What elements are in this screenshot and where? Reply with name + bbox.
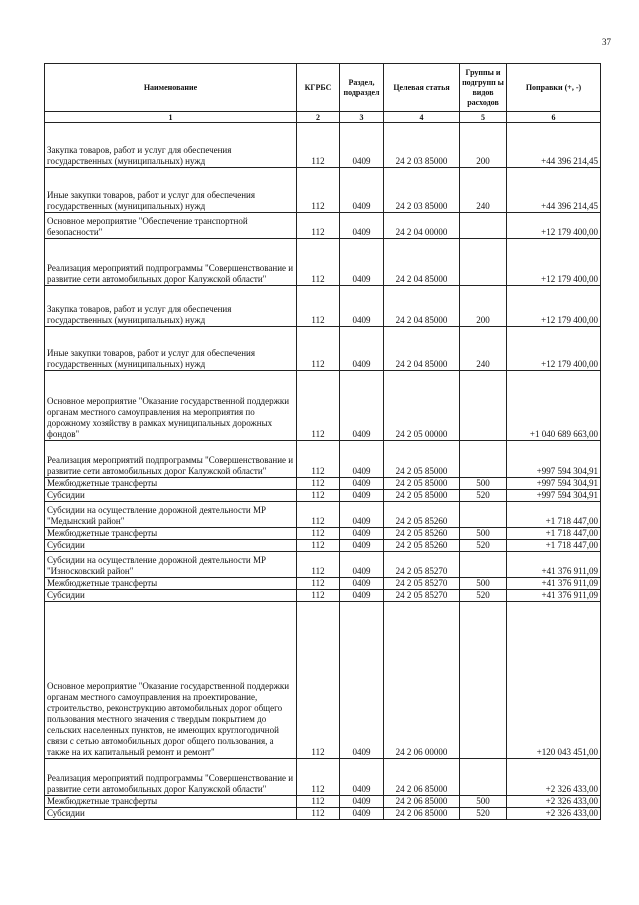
row-kgrbs: 112 xyxy=(297,808,340,820)
row-section: 0409 xyxy=(340,327,384,371)
row-group xyxy=(460,239,507,286)
row-section: 0409 xyxy=(340,578,384,590)
column-number: 2 xyxy=(297,112,340,123)
row-group: 240 xyxy=(460,327,507,371)
table-row xyxy=(45,213,601,239)
header-row xyxy=(45,64,601,112)
row-kgrbs: 112 xyxy=(297,502,340,528)
row-section: 0409 xyxy=(340,478,384,490)
row-kgrbs: 112 xyxy=(297,578,340,590)
page-number: 37 xyxy=(602,37,611,47)
row-section: 0409 xyxy=(340,286,384,327)
row-kgrbs: 112 xyxy=(297,123,340,168)
row-name: Основное мероприятие "Обеспечение транспортной безопасности" xyxy=(45,213,297,239)
row-group: 500 xyxy=(460,478,507,490)
table-row xyxy=(45,602,601,759)
table-row xyxy=(45,759,601,796)
row-group: 200 xyxy=(460,286,507,327)
row-target: 24 2 06 00000 xyxy=(384,602,460,759)
table-row xyxy=(45,590,601,602)
row-section: 0409 xyxy=(340,371,384,441)
row-section: 0409 xyxy=(340,552,384,578)
row-amount: +2 326 433,00 xyxy=(507,796,601,808)
row-target: 24 2 05 85000 xyxy=(384,490,460,502)
row-target: 24 2 05 85270 xyxy=(384,578,460,590)
column-number: 3 xyxy=(340,112,384,123)
row-target: 24 2 05 00000 xyxy=(384,371,460,441)
row-target: 24 2 03 85000 xyxy=(384,168,460,213)
row-amount: +12 179 400,00 xyxy=(507,213,601,239)
row-name: Закупка товаров, работ и услуг для обеспечения государственных (муниципальных) нужд xyxy=(45,123,297,168)
row-group: 520 xyxy=(460,808,507,820)
row-amount: +41 376 911,09 xyxy=(507,578,601,590)
table-row xyxy=(45,168,601,213)
table-row xyxy=(45,552,601,578)
row-group xyxy=(460,552,507,578)
row-target: 24 2 05 85270 xyxy=(384,552,460,578)
row-kgrbs: 112 xyxy=(297,478,340,490)
row-kgrbs: 112 xyxy=(297,213,340,239)
row-amount: +120 043 451,00 xyxy=(507,602,601,759)
header-section: Раздел, подраздел xyxy=(340,64,384,112)
row-target: 24 2 05 85260 xyxy=(384,502,460,528)
row-target: 24 2 04 85000 xyxy=(384,327,460,371)
row-name: Реализация мероприятий подпрограммы "Совершенствование и развитие сети автомобильных дорог Калужской области" xyxy=(45,441,297,478)
row-amount: +12 179 400,00 xyxy=(507,239,601,286)
row-target: 24 2 05 85270 xyxy=(384,590,460,602)
row-amount: +44 396 214,45 xyxy=(507,123,601,168)
row-name: Субсидии xyxy=(45,808,297,820)
row-amount: +44 396 214,45 xyxy=(507,168,601,213)
row-group xyxy=(460,502,507,528)
row-amount: +2 326 433,00 xyxy=(507,808,601,820)
table-row xyxy=(45,371,601,441)
row-name: Межбюджетные трансферты xyxy=(45,528,297,540)
table-row xyxy=(45,502,601,528)
row-section: 0409 xyxy=(340,239,384,286)
budget-amendments-table xyxy=(44,63,601,820)
row-target: 24 2 04 00000 xyxy=(384,213,460,239)
table-row xyxy=(45,441,601,478)
row-target: 24 2 05 85000 xyxy=(384,478,460,490)
table-row xyxy=(45,528,601,540)
row-kgrbs: 112 xyxy=(297,528,340,540)
row-name: Межбюджетные трансферты xyxy=(45,796,297,808)
column-number: 4 xyxy=(384,112,460,123)
row-amount: +1 040 689 663,00 xyxy=(507,371,601,441)
header-name: Наименование xyxy=(45,64,297,112)
row-name: Субсидии на осуществление дорожной деятельности МР "Медынский район" xyxy=(45,502,297,528)
row-group xyxy=(460,371,507,441)
table-row xyxy=(45,478,601,490)
table-row xyxy=(45,286,601,327)
row-section: 0409 xyxy=(340,123,384,168)
row-name: Межбюджетные трансферты xyxy=(45,578,297,590)
row-kgrbs: 112 xyxy=(297,168,340,213)
row-name: Иные закупки товаров, работ и услуг для обеспечения государственных (муниципальных) нужд xyxy=(45,168,297,213)
row-amount: +41 376 911,09 xyxy=(507,590,601,602)
row-kgrbs: 112 xyxy=(297,490,340,502)
row-target: 24 2 06 85000 xyxy=(384,759,460,796)
row-target: 24 2 05 85260 xyxy=(384,528,460,540)
row-name: Основное мероприятие "Оказание государственной поддержки органам местного самоуправления на мероприятия по дорожному хозяйству в рамках муниципальных дорожных фондов" xyxy=(45,371,297,441)
row-section: 0409 xyxy=(340,602,384,759)
row-section: 0409 xyxy=(340,796,384,808)
row-group xyxy=(460,441,507,478)
row-name: Реализация мероприятий подпрограммы "Совершенствование и развитие сети автомобильных дорог Калужской области" xyxy=(45,759,297,796)
row-amount: +1 718 447,00 xyxy=(507,540,601,552)
row-kgrbs: 112 xyxy=(297,759,340,796)
row-group xyxy=(460,602,507,759)
row-group: 500 xyxy=(460,578,507,590)
row-section: 0409 xyxy=(340,441,384,478)
row-group: 240 xyxy=(460,168,507,213)
row-amount: +997 594 304,91 xyxy=(507,490,601,502)
row-kgrbs: 112 xyxy=(297,540,340,552)
row-amount: +12 179 400,00 xyxy=(507,327,601,371)
row-amount: +12 179 400,00 xyxy=(507,286,601,327)
row-group: 520 xyxy=(460,590,507,602)
row-section: 0409 xyxy=(340,759,384,796)
row-group: 500 xyxy=(460,528,507,540)
row-name: Субсидии на осуществление дорожной деятельности МР "Износковский район" xyxy=(45,552,297,578)
row-section: 0409 xyxy=(340,502,384,528)
row-section: 0409 xyxy=(340,590,384,602)
row-kgrbs: 112 xyxy=(297,602,340,759)
column-number-row xyxy=(45,112,601,123)
table-row xyxy=(45,327,601,371)
table-row xyxy=(45,239,601,286)
row-name: Иные закупки товаров, работ и услуг для обеспечения государственных (муниципальных) нужд xyxy=(45,327,297,371)
row-name: Субсидии xyxy=(45,540,297,552)
row-target: 24 2 04 85000 xyxy=(384,286,460,327)
row-section: 0409 xyxy=(340,540,384,552)
row-amount: +997 594 304,91 xyxy=(507,441,601,478)
row-group: 520 xyxy=(460,540,507,552)
table-row xyxy=(45,578,601,590)
row-amount: +41 376 911,09 xyxy=(507,552,601,578)
row-kgrbs: 112 xyxy=(297,552,340,578)
row-section: 0409 xyxy=(340,528,384,540)
row-section: 0409 xyxy=(340,213,384,239)
row-amount: +2 326 433,00 xyxy=(507,759,601,796)
table-row xyxy=(45,123,601,168)
row-name: Реализация мероприятий подпрограммы "Совершенствование и развитие сети автомобильных дорог Калужской области" xyxy=(45,239,297,286)
row-kgrbs: 112 xyxy=(297,286,340,327)
header-amendments: Поправки (+, -) xyxy=(507,64,601,112)
row-name: Субсидии xyxy=(45,490,297,502)
row-group xyxy=(460,759,507,796)
row-target: 24 2 06 85000 xyxy=(384,808,460,820)
row-section: 0409 xyxy=(340,490,384,502)
row-kgrbs: 112 xyxy=(297,239,340,286)
row-section: 0409 xyxy=(340,168,384,213)
row-target: 24 2 05 85260 xyxy=(384,540,460,552)
row-name: Субсидии xyxy=(45,590,297,602)
row-group: 500 xyxy=(460,796,507,808)
row-amount: +1 718 447,00 xyxy=(507,502,601,528)
header-target: Целевая статья xyxy=(384,64,460,112)
row-name: Основное мероприятие "Оказание государственной поддержки органам местного самоуправления на проектирование, строительство, реконструкцию автомобильных дорог общего пользования местного значения с твердым покрытием до сельских населенных пунктов, не имеющих круглогодичной связи с сетью автомобильных дорог общего пользования, а также на их капитальный ремонт и ремонт" xyxy=(45,602,297,759)
table-row xyxy=(45,808,601,820)
row-group: 520 xyxy=(460,490,507,502)
column-number: 1 xyxy=(45,112,297,123)
row-target: 24 2 06 85000 xyxy=(384,796,460,808)
row-amount: +997 594 304,91 xyxy=(507,478,601,490)
header-group: Группы и подгрупп ы видов расходов xyxy=(460,64,507,112)
row-kgrbs: 112 xyxy=(297,441,340,478)
row-target: 24 2 05 85000 xyxy=(384,441,460,478)
row-kgrbs: 112 xyxy=(297,590,340,602)
table-row xyxy=(45,796,601,808)
header-kgrbs: КГРБС xyxy=(297,64,340,112)
row-group xyxy=(460,213,507,239)
column-number: 6 xyxy=(507,112,601,123)
row-target: 24 2 04 85000 xyxy=(384,239,460,286)
row-group: 200 xyxy=(460,123,507,168)
row-kgrbs: 112 xyxy=(297,327,340,371)
table-row xyxy=(45,540,601,552)
table-row xyxy=(45,490,601,502)
column-number: 5 xyxy=(460,112,507,123)
row-target: 24 2 03 85000 xyxy=(384,123,460,168)
row-name: Закупка товаров, работ и услуг для обеспечения государственных (муниципальных) нужд xyxy=(45,286,297,327)
row-amount: +1 718 447,00 xyxy=(507,528,601,540)
row-kgrbs: 112 xyxy=(297,796,340,808)
row-name: Межбюджетные трансферты xyxy=(45,478,297,490)
row-kgrbs: 112 xyxy=(297,371,340,441)
row-section: 0409 xyxy=(340,808,384,820)
